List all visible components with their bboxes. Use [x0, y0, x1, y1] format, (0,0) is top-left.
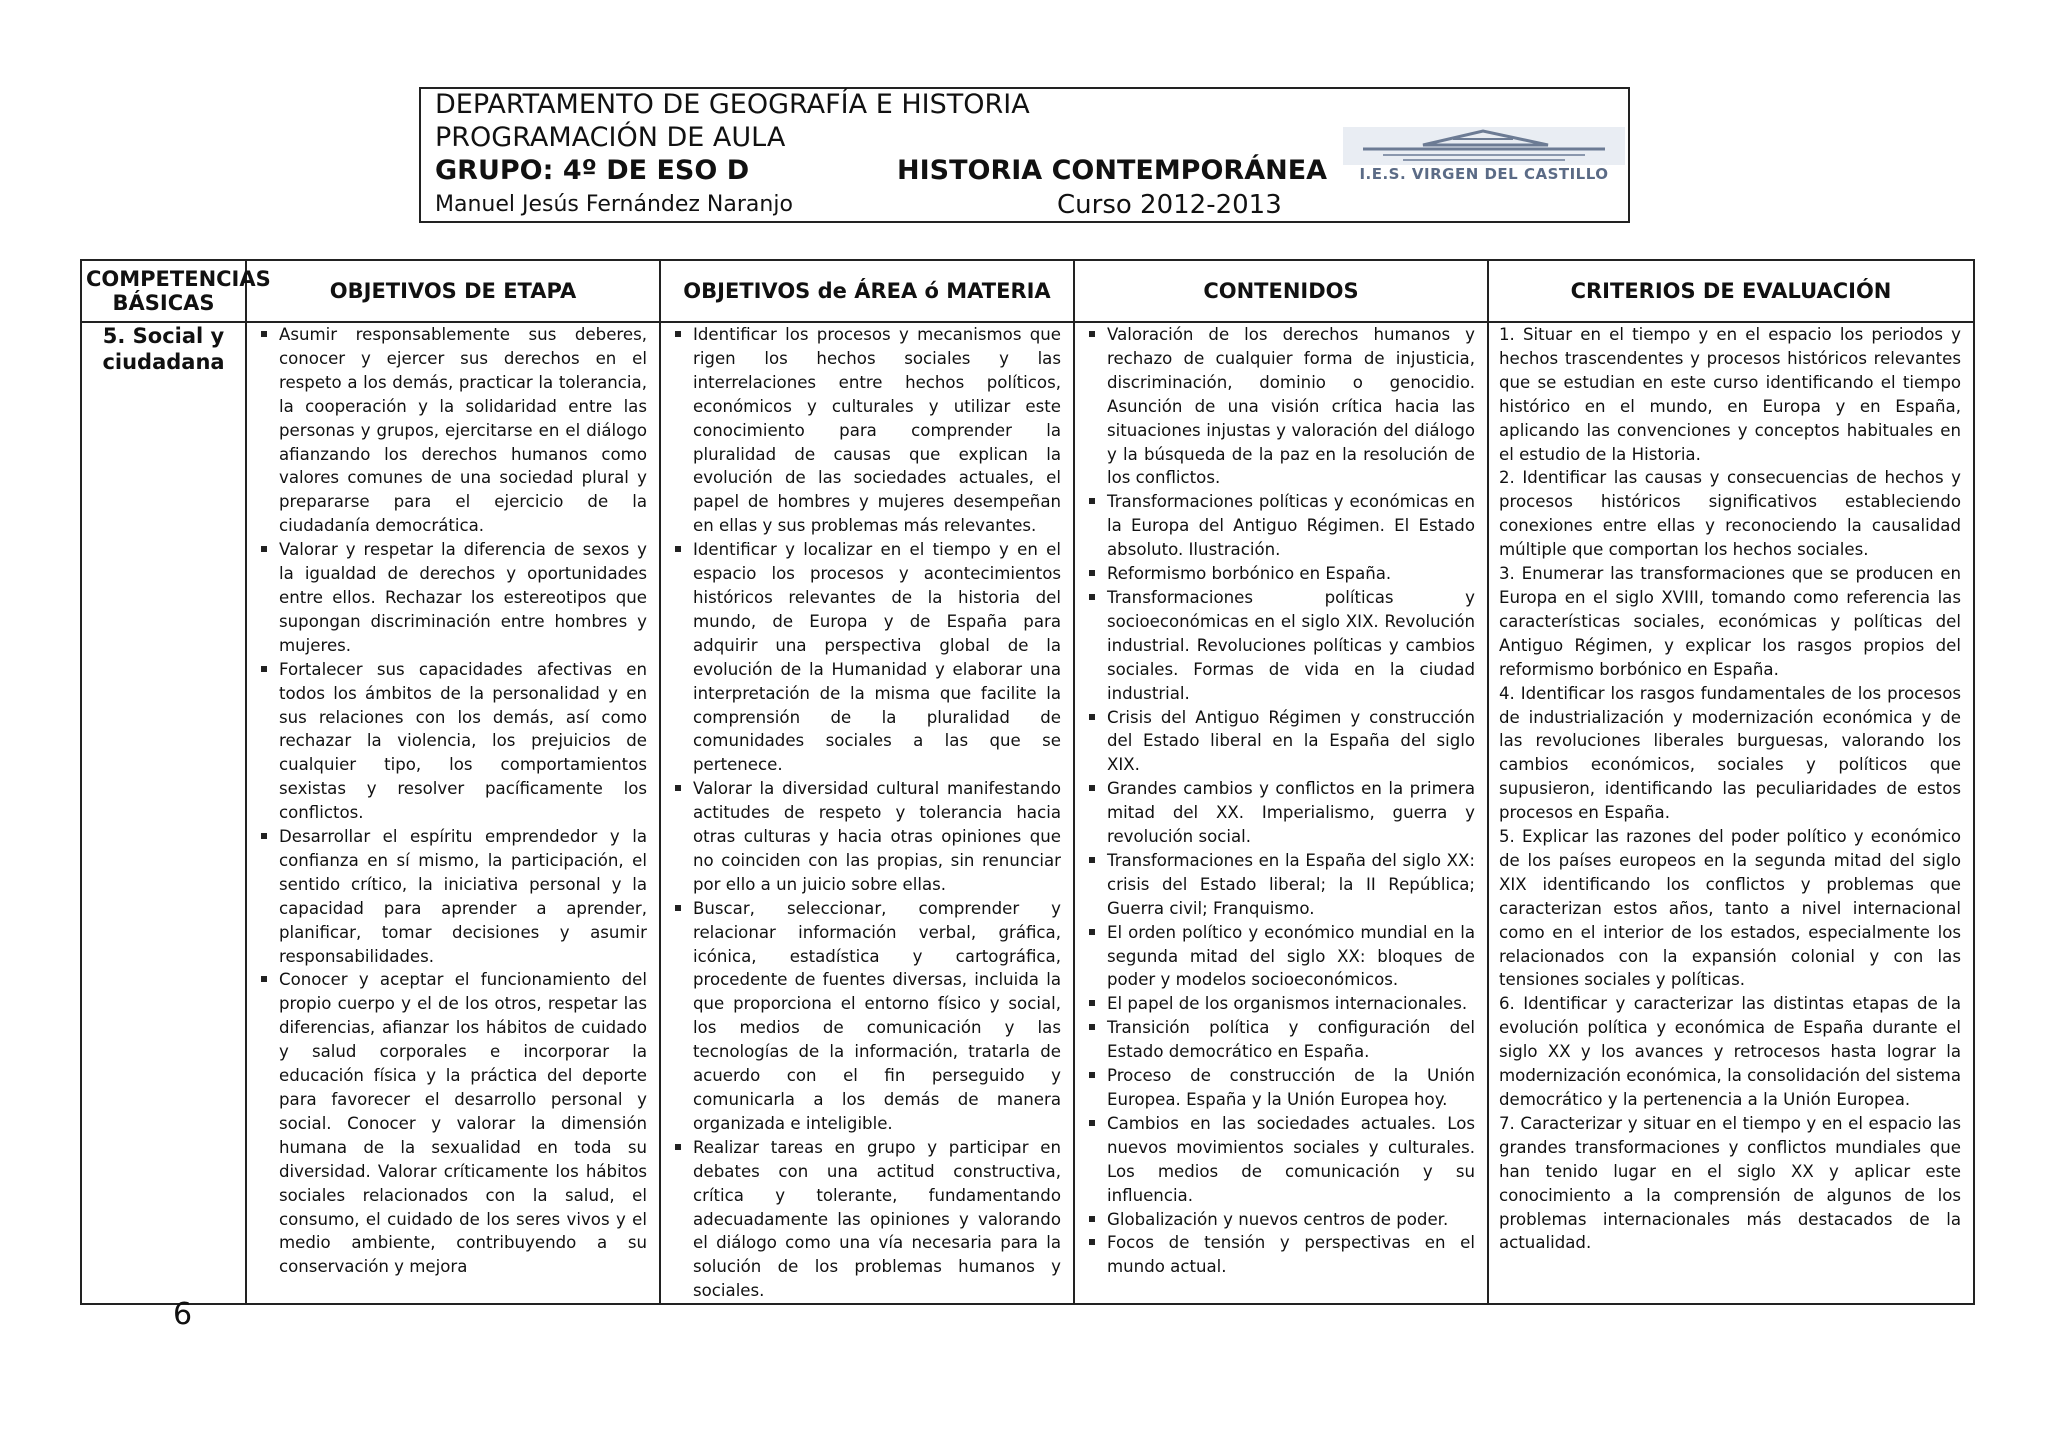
program-title: PROGRAMACIÓN DE AULA [435, 122, 786, 153]
criterion-item: 2. Identificar las causas y consecuencias de hechos y procesos históricos significativos estableciendo conexiones entre ellas y reconociendo la causalidad múltiple que comportan los hechos sociales. [1499, 468, 1961, 560]
department-title: DEPARTAMENTO DE GEOGRAFÍA E HISTORIA [435, 89, 1030, 120]
subject-label: HISTORIA CONTEMPORÁNEA [897, 155, 1328, 186]
header-criterios: CRITERIOS DE EVALUACIÓN [1488, 260, 1974, 322]
list-item: Transición política y configuración del Estado democrático en España. [1085, 1016, 1475, 1064]
criterios-cell [1488, 322, 1974, 1304]
school-building-icon [1343, 127, 1625, 165]
objetivos-etapa-list [257, 323, 647, 1279]
table-row [81, 322, 1974, 1304]
list-item: Valoración de los derechos humanos y rechazo de cualquier forma de injusticia, discriminación, dominio o genocidio. Asunción de una visión crítica hacia las situaciones injustas y valoración del diálogo y la búsqueda de la paz en la resolución de los conflictos. [1085, 323, 1475, 490]
objetivos-area-cell [660, 322, 1074, 1304]
list-item: Transformaciones políticas y económicas en la Europa del Antiguo Régimen. El Estado absoluto. Ilustración. [1085, 490, 1475, 562]
list-item: Focos de tensión y perspectivas en el mundo actual. [1085, 1231, 1475, 1279]
list-item: Identificar y localizar en el tiempo y en el espacio los procesos y acontecimientos históricos relevantes de la historia del mundo, de Europa y de España para adquirir una perspectiva global de la evolución de la Humanidad y elaborar una interpretación de la misma que facilite la comprensión de la pluralidad de comunidades sociales a las que se pertenece. [671, 538, 1061, 777]
contenidos-cell [1074, 322, 1488, 1304]
programming-table [80, 259, 1975, 1305]
list-item: Crisis del Antiguo Régimen y construcción del Estado liberal en la España del siglo XIX. [1085, 706, 1475, 778]
criterion-item: 7. Caracterizar y situar en el tiempo y en el espacio las grandes transformaciones y conflictos mundiales que han tenido lugar en el siglo XX y aplicar este conocimiento a la comprensión de algunos de los problemas internacionales más destacados de la actualidad. [1499, 1113, 1961, 1253]
list-item: Valorar la diversidad cultural manifestando actitudes de respeto y tolerancia hacia otras culturas y hacia otras opiniones que no coinciden con las propias, sin renunciar por ello a un juicio sobre ellas. [671, 777, 1061, 897]
list-item: Fortalecer sus capacidades afectivas en todos los ámbitos de la personalidad y en sus relaciones con los demás, así como rechazar la violencia, los prejuicios de cualquier tipo, los comportamientos sexistas y resolver pacíficamente los conflictos. [257, 658, 647, 825]
criterion-item: 3. Enumerar las transformaciones que se producen en Europa en el siglo XVIII, tomando como referencia las características sociales, económicas y políticas del Antiguo Régimen, y explicar los rasgos propios del reformismo borbónico en España. [1499, 564, 1961, 679]
list-item: El orden político y económico mundial en la segunda mitad del siglo XX: bloques de poder y modelos socioeconómicos. [1085, 921, 1475, 993]
list-item: Desarrollar el espíritu emprendedor y la confianza en sí mismo, la participación, el sentido crítico, la iniciativa personal y la capacidad para aprender a aprender, planificar, tomar decisiones y asumir responsabilidades. [257, 825, 647, 968]
list-item: Asumir responsablemente sus deberes, conocer y ejercer sus derechos en el respeto a los demás, practicar la tolerancia, la cooperación y la solidaridad entre las personas y grupos, ejercitarse en el diálogo afianzando los derechos humanos como valores comunes de una sociedad plural y prepararse para el ejercicio de la ciudadanía democrática. [257, 323, 647, 538]
list-item: Grandes cambios y conflictos en la primera mitad del XX. Imperialismo, guerra y revolución social. [1085, 777, 1475, 849]
author-name: Manuel Jesús Fernández Naranjo [435, 192, 793, 217]
list-item: Proceso de construcción de la Unión Europea. España y la Unión Europea hoy. [1085, 1064, 1475, 1112]
school-logo [1343, 127, 1625, 189]
objetivos-etapa-cell [246, 322, 660, 1304]
competencia-cell: 5. Social y ciudadana [81, 322, 246, 1304]
page-number: 6 [173, 1297, 193, 1332]
list-item: Transformaciones en la España del siglo XX: crisis del Estado liberal; la II República; Guerra civil; Franquismo. [1085, 849, 1475, 921]
criterion-item: 6. Identificar y caracterizar las distintas etapas de la evolución política y económica de España durante el siglo XX y los avances y retrocesos hasta lograr la modernización económica, la consolidación del sistema democrático y la pertenencia a la Unión Europea. [1499, 994, 1961, 1109]
document-header [419, 87, 1630, 223]
list-item: Identificar los procesos y mecanismos que rigen los hechos sociales y las interrelaciones entre hechos políticos, económicos y culturales y utilizar este conocimiento para comprender la pluralidad de causas que explican la evolución de las sociedades actuales, el papel de hombres y mujeres desempeñan en ellas y sus problemas más relevantes. [671, 323, 1061, 538]
list-item: Realizar tareas en grupo y participar en debates con una actitud constructiva, crítica y tolerante, fundamentando adecuadamente las opiniones y valorando el diálogo como una vía necesaria para la solución de los problemas humanos y sociales. [671, 1136, 1061, 1303]
criterion-item: 4. Identificar los rasgos fundamentales de los procesos de industrialización y modernización económica y de las revoluciones liberales burguesas, valorando los cambios económicos, sociales y políticos que supusieron, identificando las peculiaridades de estos procesos en España. [1499, 683, 1961, 823]
course-label: Curso 2012-2013 [1057, 190, 1282, 220]
school-logo-text: I.E.S. VIRGEN DEL CASTILLO [1359, 165, 1609, 183]
header-objetivos-etapa: OBJETIVOS DE ETAPA [246, 260, 660, 322]
table-header-row [81, 260, 1974, 322]
list-item: Valorar y respetar la diferencia de sexos y la igualdad de derechos y oportunidades entre ellos. Rechazar los estereotipos que supongan discriminación entre hombres y mujeres. [257, 538, 647, 658]
group-label: GRUPO: 4º DE ESO D [435, 155, 750, 186]
list-item: Conocer y aceptar el funcionamiento del propio cuerpo y el de los otros, respetar las diferencias, afianzar los hábitos de cuidado y salud corporales e incorporar la educación física y la práctica del deporte para favorecer el desarrollo personal y social. Conocer y valorar la dimensión humana de la sexualidad en toda su diversidad. Valorar críticamente los hábitos sociales relacionados con la salud, el consumo, el cuidado de los seres vivos y el medio ambiente, contribuyendo a su conservación y mejora [257, 968, 647, 1279]
header-objetivos-area: OBJETIVOS de ÁREA ó MATERIA [660, 260, 1074, 322]
list-item: El papel de los organismos internacionales. [1085, 992, 1475, 1016]
list-item: Cambios en las sociedades actuales. Los nuevos movimientos sociales y culturales. Los medios de comunicación y su influencia. [1085, 1112, 1475, 1208]
list-item: Globalización y nuevos centros de poder. [1085, 1208, 1475, 1232]
header-contenidos: CONTENIDOS [1074, 260, 1488, 322]
criterion-item: 1. Situar en el tiempo y en el espacio los periodos y hechos trascendentes y procesos históricos relevantes que se estudian en este curso identificando el tiempo histórico en el mundo, en Europa y en España, aplicando las convenciones y conceptos habituales en el estudio de la Historia. [1499, 325, 1961, 464]
list-item: Transformaciones políticas y socioeconómicas en el siglo XIX. Revolución industrial. Revoluciones políticas y cambios sociales. Formas de vida en la ciudad industrial. [1085, 586, 1475, 706]
contenidos-list [1085, 323, 1475, 1279]
list-item: Reformismo borbónico en España. [1085, 562, 1475, 586]
header-competencias: COMPETENCIAS BÁSICAS [81, 260, 246, 322]
criterios-list [1499, 323, 1961, 1255]
objetivos-area-list [671, 323, 1061, 1303]
criterion-item: 5. Explicar las razones del poder político y económico de los países europeos en la segunda mitad del siglo XIX identificando los conflictos y problemas que caracterizan estos años, tanto a nivel internacional como en el interior de los estados, especialmente los relacionados con la expansión colonial y con las tensiones sociales y políticas. [1499, 827, 1961, 990]
list-item: Buscar, seleccionar, comprender y relacionar información verbal, gráfica, icónica, estadística y cartográfica, procedente de fuentes diversas, incluida la que proporciona el entorno físico y social, los medios de comunicación y las tecnologías de la información, tratarla de acuerdo con el fin perseguido y comunicarla a los demás de manera organizada e inteligible. [671, 897, 1061, 1136]
